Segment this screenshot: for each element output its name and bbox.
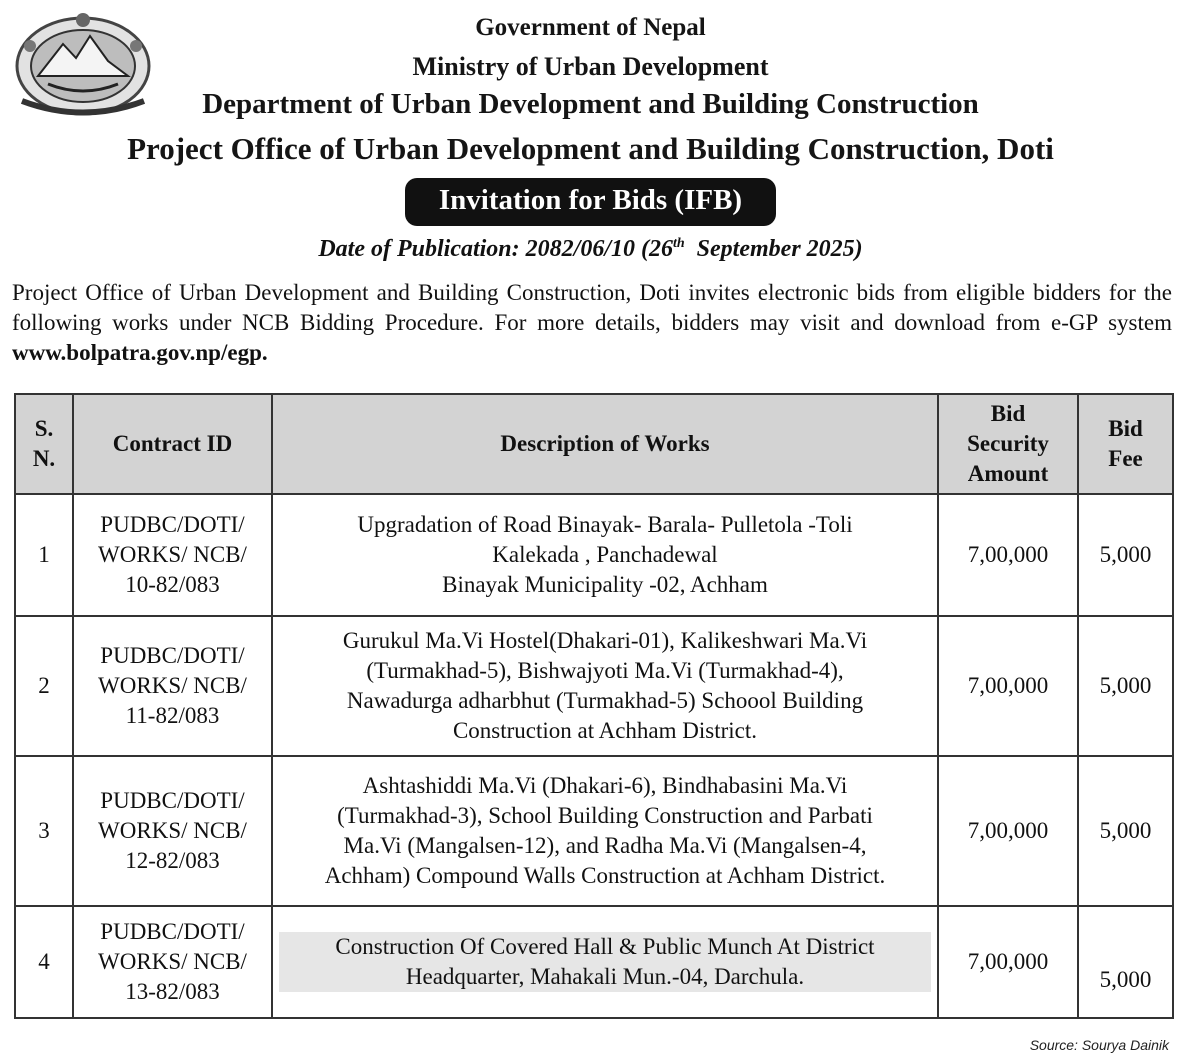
row-bid-fee: 5,000 (1078, 906, 1173, 1018)
ministry-heading: Ministry of Urban Development (412, 52, 769, 81)
row-bid-security: 7,00,000 (938, 756, 1078, 906)
source-credit: Source: Sourya Dainik (1029, 1037, 1169, 1053)
intro-paragraph (12, 278, 1172, 368)
ifb-title: Invitation for Bids (IFB) (405, 178, 776, 226)
bids-table (14, 393, 1174, 1019)
row-contract-id: PUDBC/DOTI/ WORKS/ NCB/ 13-82/083 (73, 906, 272, 1018)
table-row (15, 756, 1173, 906)
row-bid-security: 7,00,000 (938, 906, 1078, 1018)
government-heading: Government of Nepal (475, 14, 706, 41)
row-sn: 1 (15, 494, 73, 616)
row-description: Construction Of Covered Hall & Public Munch At District Headquarter, Mahakali Mun.-04, Darchula. (272, 906, 938, 1018)
row-bid-fee: 5,000 (1078, 756, 1173, 906)
publication-date-label: Date of Publication: 2082/06/10 (26 (318, 236, 673, 262)
publication-date-rest: September 2025) (684, 236, 863, 262)
row-description: Ashtashiddi Ma.Vi (Dhakari-6), Bindhabasini Ma.Vi (Turmakhad-3), School Building Construction and Parbati Ma.Vi (Mangalsen-12), and Radha Ma.Vi (Mangalsen-4, Achham) Compound Walls Construction at Achham District. (272, 756, 938, 906)
row-sn: 2 (15, 616, 73, 756)
table-row (15, 616, 1173, 756)
row-contract-id: PUDBC/DOTI/ WORKS/ NCB/ 10-82/083 (73, 494, 272, 616)
header-contract-id: Contract ID (73, 394, 272, 494)
row-sn: 4 (15, 906, 73, 1018)
row-bid-security: 7,00,000 (938, 616, 1078, 756)
header-bid-security: Bid Security Amount (938, 394, 1078, 494)
row-bid-security: 7,00,000 (938, 494, 1078, 616)
header-description: Description of Works (272, 394, 938, 494)
row-description: Gurukul Ma.Vi Hostel(Dhakari-01), Kalikeshwari Ma.Vi (Turmakhad-5), Bishwajyoti Ma.Vi (Turmakhad-4), Nawadurga adharbhut (Turmakhad-5) Schoool Building Construction at Achham District. (272, 616, 938, 756)
row-contract-id: PUDBC/DOTI/ WORKS/ NCB/ 11-82/083 (73, 616, 272, 756)
department-heading: Department of Urban Development and Building Construction (202, 88, 979, 120)
row-contract-id: PUDBC/DOTI/ WORKS/ NCB/ 12-82/083 (73, 756, 272, 906)
office-heading: Project Office of Urban Development and Building Construction, Doti (127, 131, 1054, 166)
row-description: Upgradation of Road Binayak- Barala- Pulletola -Toli Kalekada , Panchadewal Binayak Municipality -02, Achham (272, 494, 938, 616)
row-bid-fee: 5,000 (1078, 494, 1173, 616)
header-sn: S. N. (15, 394, 73, 494)
table-header-row (15, 394, 1173, 494)
table-row (15, 906, 1173, 1018)
publication-date (0, 236, 1181, 263)
table-row (15, 494, 1173, 616)
egp-website-link[interactable]: www.bolpatra.gov.np/egp. (12, 340, 268, 365)
row-sn: 3 (15, 756, 73, 906)
ifb-banner (0, 178, 1181, 226)
intro-text: Project Office of Urban Development and Building Construction, Doti invites electronic bids from eligible bidders for the following works under NCB Bidding Procedure. For more details, bidders may visit and download from e-GP system (12, 280, 1172, 335)
header-bid-fee: Bid Fee (1078, 394, 1173, 494)
publication-date-sup: th (672, 236, 685, 251)
row-bid-fee: 5,000 (1078, 616, 1173, 756)
